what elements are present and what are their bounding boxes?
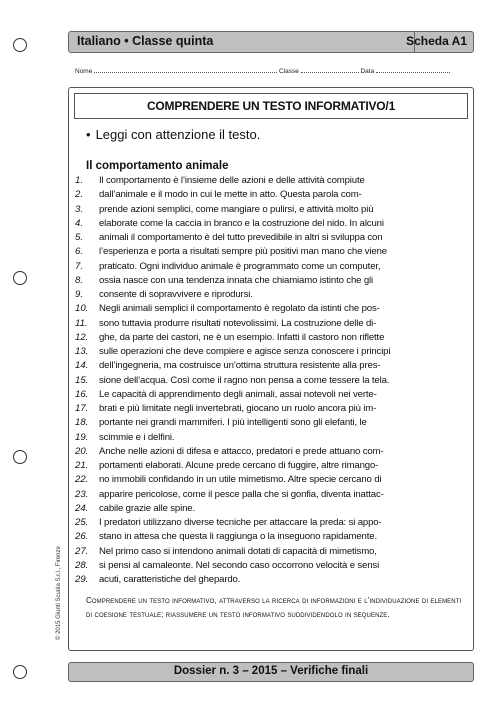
line-text: ghe, da parte dei castori, ne è un esempio. Infatti il castoro non riflette: [99, 331, 385, 343]
binder-hole: [13, 665, 27, 679]
line-number: 16.: [75, 388, 89, 400]
instruction-text: Leggi con attenzione il testo.: [95, 127, 261, 142]
line-text: Il comportamento è l’insieme delle azioni e delle attività compiute: [99, 175, 365, 186]
line-text: consente di sopravvivere e riprodursi.: [99, 289, 253, 300]
header-title: Italiano • Classe quinta: [77, 34, 214, 48]
copyright: © 2015 Giunti Scuola S.r.l., Firenze: [56, 546, 62, 640]
line-number: 2.: [75, 189, 84, 201]
line-number: 24.: [75, 502, 89, 514]
name-field[interactable]: [94, 66, 277, 73]
line-text: Negli animali semplici il comportamento è regolato da istinti che pos-: [99, 303, 380, 315]
text-line: [75, 573, 469, 587]
name-label: Nome: [75, 68, 93, 75]
text-line: [75, 488, 469, 502]
line-number: 6.: [75, 246, 84, 258]
date-field[interactable]: [376, 66, 450, 73]
line-text: acuti, caratteristiche del ghepardo.: [99, 574, 241, 585]
binder-hole: [13, 271, 27, 285]
line-text: Anche nelle azioni di difesa e attacco, predatori e prede attuano com-: [99, 445, 384, 457]
text-line: [75, 231, 469, 245]
text-line: [75, 260, 469, 274]
text-line: [75, 445, 469, 459]
line-number: 23.: [75, 488, 89, 500]
date-label: Data: [360, 68, 375, 75]
text-line: [75, 388, 469, 402]
text-line: [75, 473, 469, 487]
line-text: ossia nasce con una tendenza innata che chiamiamo istinto che gli: [99, 274, 373, 286]
binder-hole: [13, 38, 27, 52]
text-line: [75, 502, 469, 516]
text-line: [75, 245, 469, 259]
line-number: 22.: [75, 474, 89, 486]
text-lines: [75, 174, 469, 587]
line-text: animali il comportamento è del tutto prevedibile in altri si sviluppa con: [99, 232, 383, 243]
text-line: [75, 431, 469, 445]
line-number: 1.: [75, 175, 84, 186]
line-number: 13.: [75, 346, 89, 357]
text-line: [75, 188, 469, 202]
line-text: cabile grazie alle spine.: [99, 502, 195, 514]
line-number: 10.: [75, 303, 89, 315]
line-number: 17.: [75, 403, 89, 414]
line-text: scimmie e i delfini.: [99, 431, 175, 443]
text-line: [75, 545, 469, 559]
text-line: [75, 516, 469, 530]
line-number: 19.: [75, 431, 89, 443]
text-line: [75, 302, 469, 316]
line-number: 27.: [75, 545, 89, 557]
line-number: 8.: [75, 274, 84, 286]
footer-text: Dossier n. 3 – 2015 – Verifiche finali: [173, 665, 369, 677]
line-text: elaborate come la caccia in branco e la costruzione del nido. In alcuni: [99, 217, 384, 229]
line-text: l’esperienza e porta a risultati sempre più positivi man mano che viene: [99, 246, 387, 258]
text-line: [75, 274, 469, 288]
line-number: 3.: [75, 203, 84, 215]
line-number: 14.: [75, 360, 89, 372]
line-number: 25.: [75, 517, 89, 528]
line-text: I predatori utilizzano diverse tecniche per attaccare la preda: si appo-: [99, 517, 382, 528]
line-text: sione dell’acqua. Così come il ragno non pensa a come tessere la tela.: [99, 374, 390, 386]
text-line: [75, 459, 469, 473]
text-line: [75, 331, 469, 345]
section-title: Il comportamento animale: [86, 160, 229, 172]
text-line: [75, 402, 469, 416]
line-number: 20.: [75, 445, 89, 457]
text-line: [75, 345, 469, 359]
line-text: Nel primo caso si intendono animali dotati di capacità di mimetismo,: [99, 545, 377, 557]
instruction: [86, 127, 260, 142]
line-text: Le capacità di apprendimento degli animali, assai notevoli nei verte-: [99, 388, 377, 400]
text-line: [75, 317, 469, 331]
class-label: Classe: [278, 68, 299, 75]
line-text: apparire pericolose, come il pesce palla che si gonfia, diventa inattac-: [99, 488, 384, 500]
line-text: praticato. Ogni individuo animale è programmato come un computer,: [99, 260, 381, 272]
text-line: [75, 217, 469, 231]
line-text: prende azioni semplici, come mangiare o pulirsi, e attività molto più: [99, 203, 374, 215]
line-text: stano in attesa che questa li raggiunga o la inseguono rapidamente.: [99, 531, 377, 543]
header-bar: [68, 31, 474, 53]
class-field[interactable]: [301, 66, 359, 73]
line-text: si pensi al camaleonte. Nel secondo caso occorrono velocità e sensi: [99, 559, 380, 571]
line-number: 9.: [75, 289, 84, 300]
line-number: 7.: [75, 260, 84, 272]
line-text: portante nei grandi mammiferi. I più intelligenti sono gli elefanti, le: [99, 417, 367, 429]
text-line: [75, 203, 469, 217]
line-text: dall’animale e il modo in cui le mette in atto. Questa parola com-: [99, 189, 362, 201]
page-title: COMPRENDERE UN TESTO INFORMATIVO/1: [146, 99, 396, 113]
text-line: [75, 374, 469, 388]
text-line: [75, 288, 469, 302]
line-number: 18.: [75, 417, 89, 429]
line-number: 28.: [75, 559, 89, 571]
line-text: portamenti elaborati. Alcune prede cercano di fuggire, altre rimango-: [99, 460, 379, 471]
line-number: 5.: [75, 232, 84, 243]
line-number: 12.: [75, 331, 89, 343]
bullet-icon: •: [86, 127, 91, 142]
line-number: 29.: [75, 574, 89, 585]
line-number: 26.: [75, 531, 89, 543]
line-text: brati e più limitate negli invertebrati, giocano un ruolo ancora più im-: [99, 403, 377, 414]
line-number: 11.: [75, 317, 88, 329]
line-text: sulle operazioni che deve compiere e agisce senza conoscere i principi: [99, 346, 391, 357]
line-text: no immobili confidando in un utile mimetismo. Altre specie cercano di: [99, 474, 382, 486]
text-line: [75, 530, 469, 544]
line-number: 4.: [75, 217, 84, 229]
text-line: [75, 416, 469, 430]
line-text: sono tuttavia produrre risultati notevolissimi. La costruzione delle di-: [99, 317, 377, 329]
title-box: [74, 93, 468, 119]
student-info-line: [75, 66, 470, 78]
footer-bar: [68, 662, 474, 682]
content-frame: [68, 87, 474, 651]
line-text: dell’ingegneria, ma costruisce un’ottima struttura resistente alla pres-: [99, 360, 381, 372]
text-line: [75, 559, 469, 573]
text-line: [75, 174, 469, 188]
line-number: 21.: [75, 460, 89, 471]
objective-text: Comprendere un testo informativo, attraverso la ricerca di informazioni e l’individuazione di elementi di coesione testuale; riassumere un testo informativo suddividendolo in sequenze.: [86, 596, 462, 619]
sheet-label: Scheda A1: [406, 34, 467, 48]
line-number: 15.: [75, 374, 89, 386]
text-line: [75, 359, 469, 373]
binder-hole: [13, 450, 27, 464]
